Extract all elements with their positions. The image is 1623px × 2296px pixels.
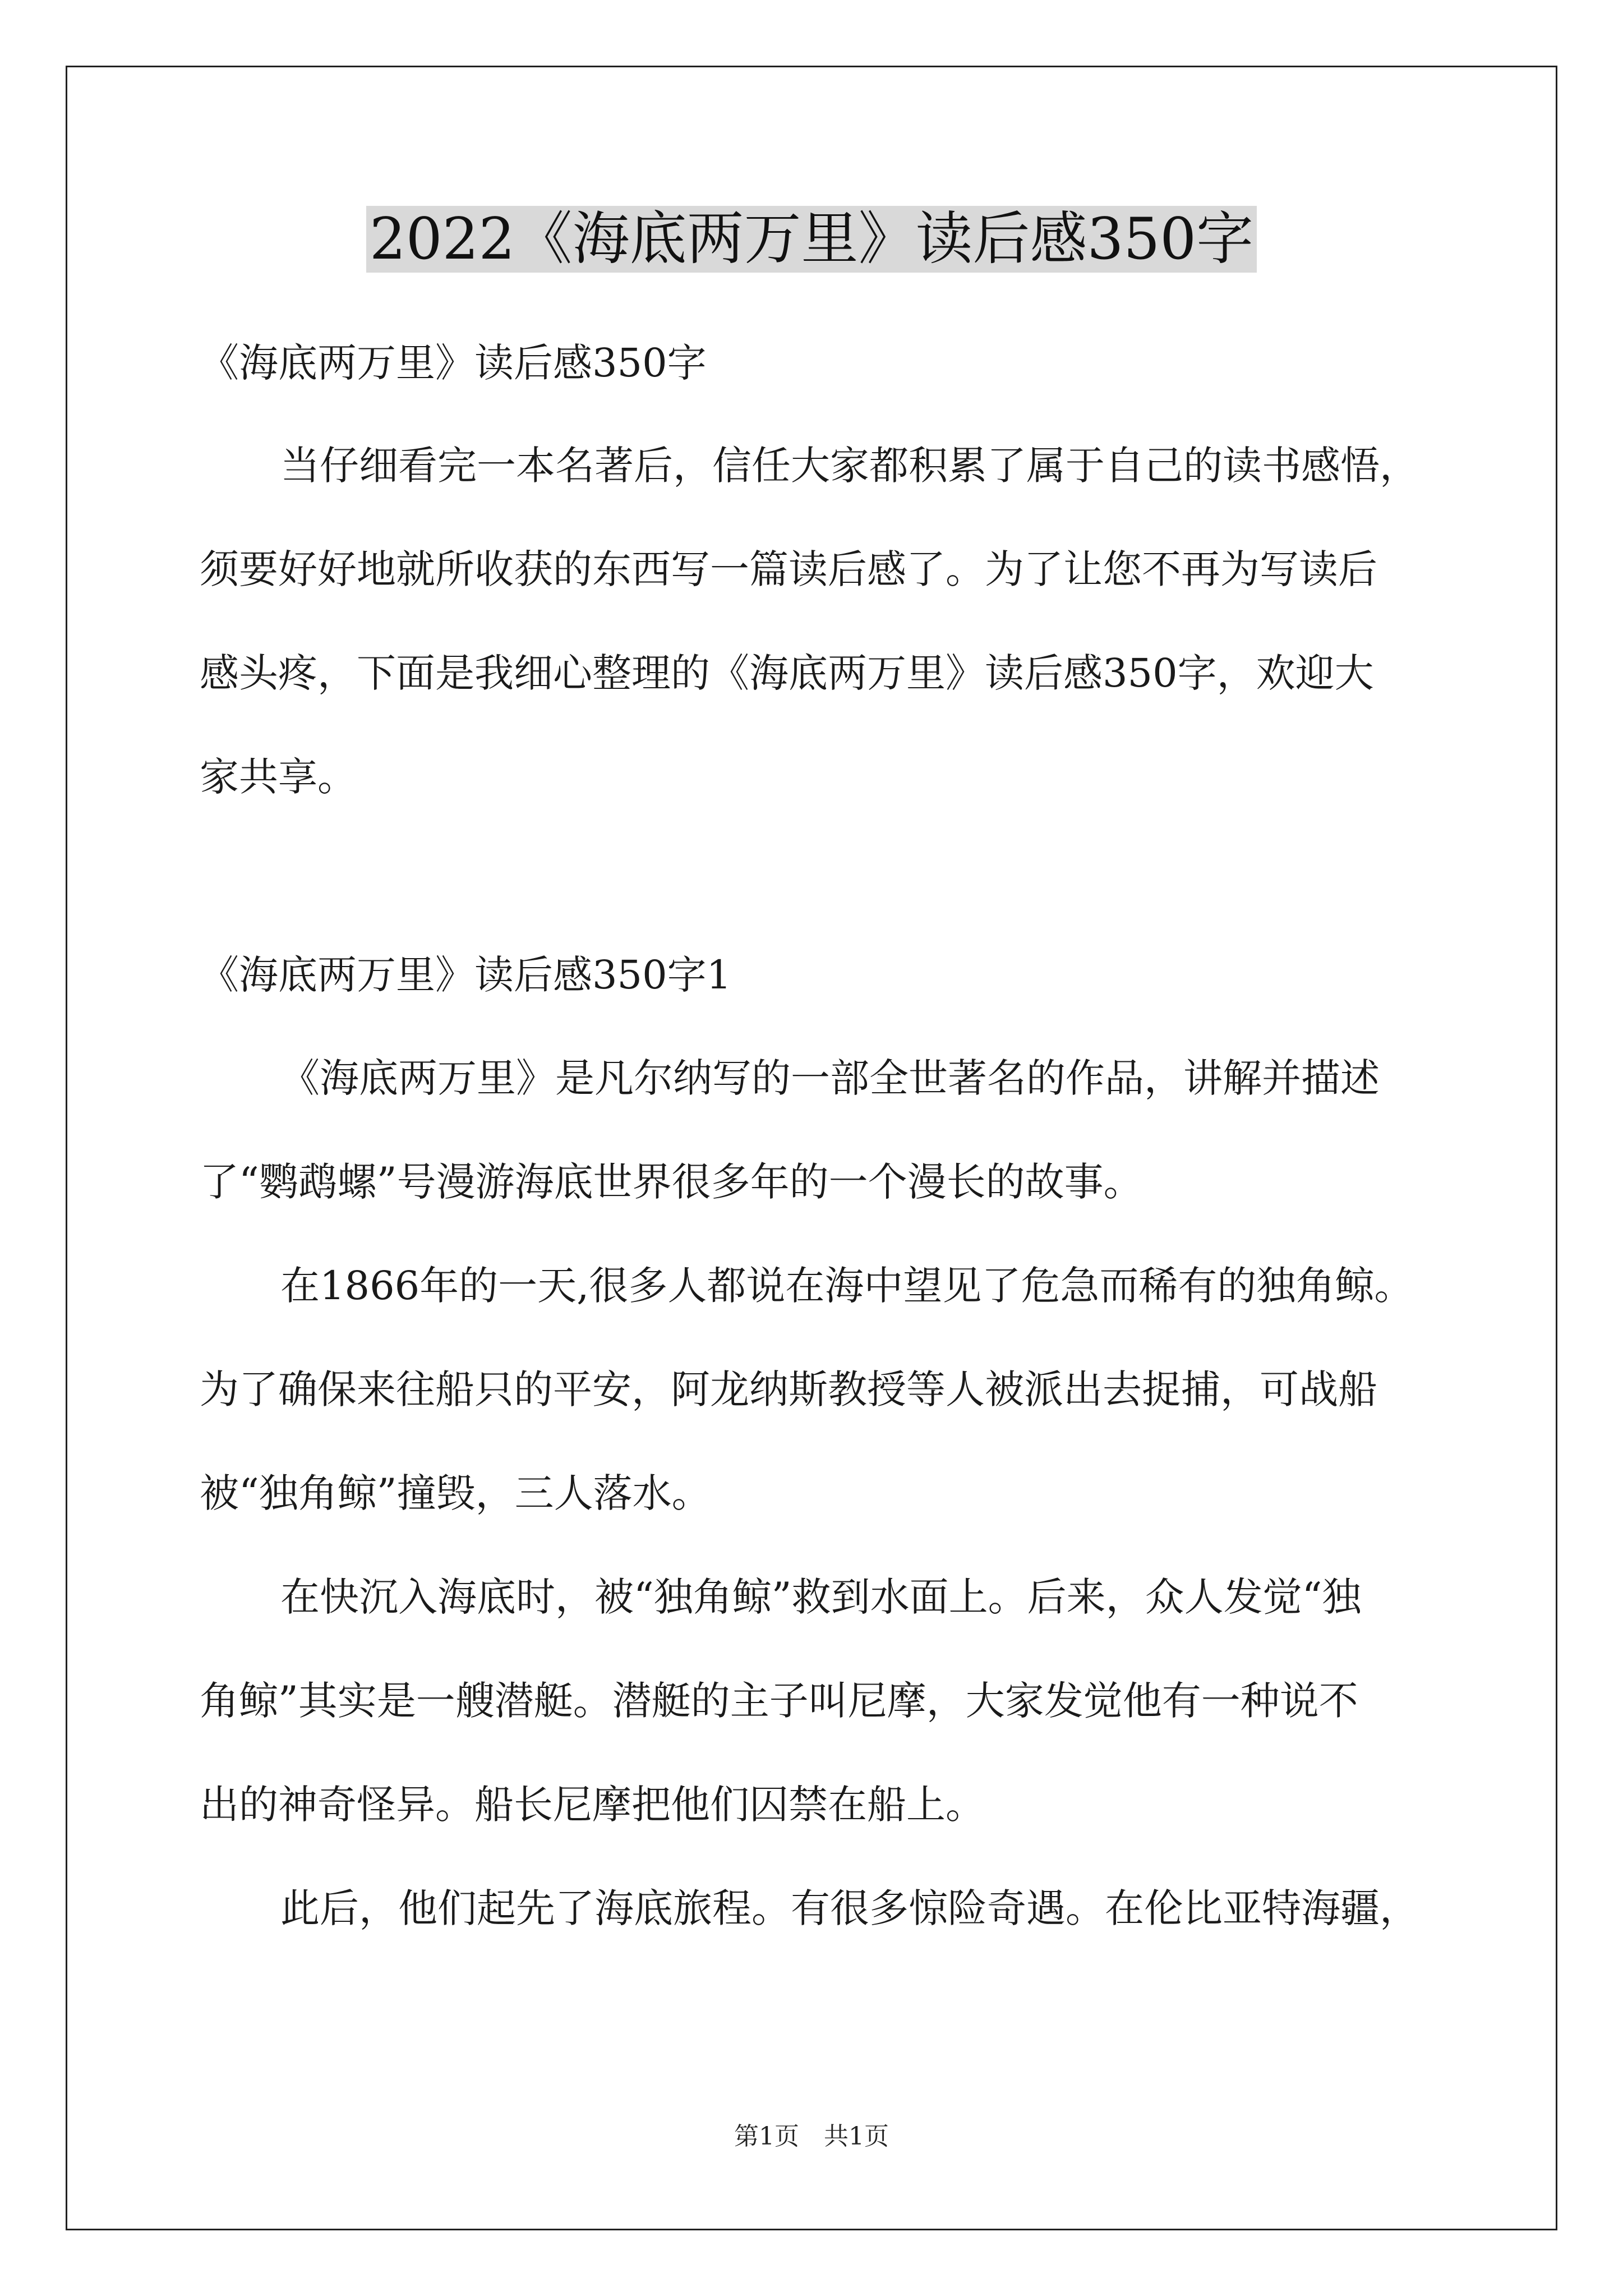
paragraph-line: 被“独角鲸”撞毁，三人落水。 xyxy=(200,1470,711,1516)
paragraph-line: 出的神奇怪异。船长尼摩把他们囚禁在船上。 xyxy=(200,1782,985,1828)
paragraph-line: 在快沉入海底时，被“独角鲸”救到水面上。后来，众人发觉“独 xyxy=(280,1574,1362,1620)
paragraph-line: 在1866年的一天,很多人都说在海中望见了危急而稀有的独角鲸。 xyxy=(280,1263,1414,1309)
paragraph-line: 感头疼，下面是我细心整理的《海底两万里》读后感350字，欢迎大 xyxy=(200,650,1374,696)
document-title xyxy=(0,197,1623,282)
paragraph-line: 角鲸”其实是一艘潜艇。潜艇的主子叫尼摩，大家发觉他有一种说不 xyxy=(200,1678,1358,1724)
paragraph-line: 《海底两万里》是凡尔纳写的一部全世著名的作品，讲解并描述 xyxy=(280,1055,1380,1101)
subheading: 《海底两万里》读后感350字 xyxy=(200,340,707,386)
subheading: 《海底两万里》读后感350字1 xyxy=(200,952,732,998)
document-title-text: 2022《海底两万里》读后感350字 xyxy=(366,206,1257,273)
paragraph-line: 家共享。 xyxy=(200,754,357,800)
paragraph-line: 当仔细看完一本名著后，信任大家都积累了属于自己的读书感悟， xyxy=(280,443,1419,489)
paragraph-line: 须要好好地就所收获的东西写一篇读后感了。为了让您不再为写读后 xyxy=(200,546,1377,592)
paragraph-line: 此后，他们起先了海底旅程。有很多惊险奇遇。在伦比亚特海疆， xyxy=(280,1885,1419,1931)
paragraph-line: 为了确保来往船只的平安，阿龙纳斯教授等人被派出去捉捕，可战船 xyxy=(200,1366,1377,1412)
paragraph-line: 了“鹦鹉螺”号漫游海底世界很多年的一个漫长的故事。 xyxy=(200,1159,1143,1205)
page-footer: 第1页 共1页 xyxy=(734,2122,889,2151)
